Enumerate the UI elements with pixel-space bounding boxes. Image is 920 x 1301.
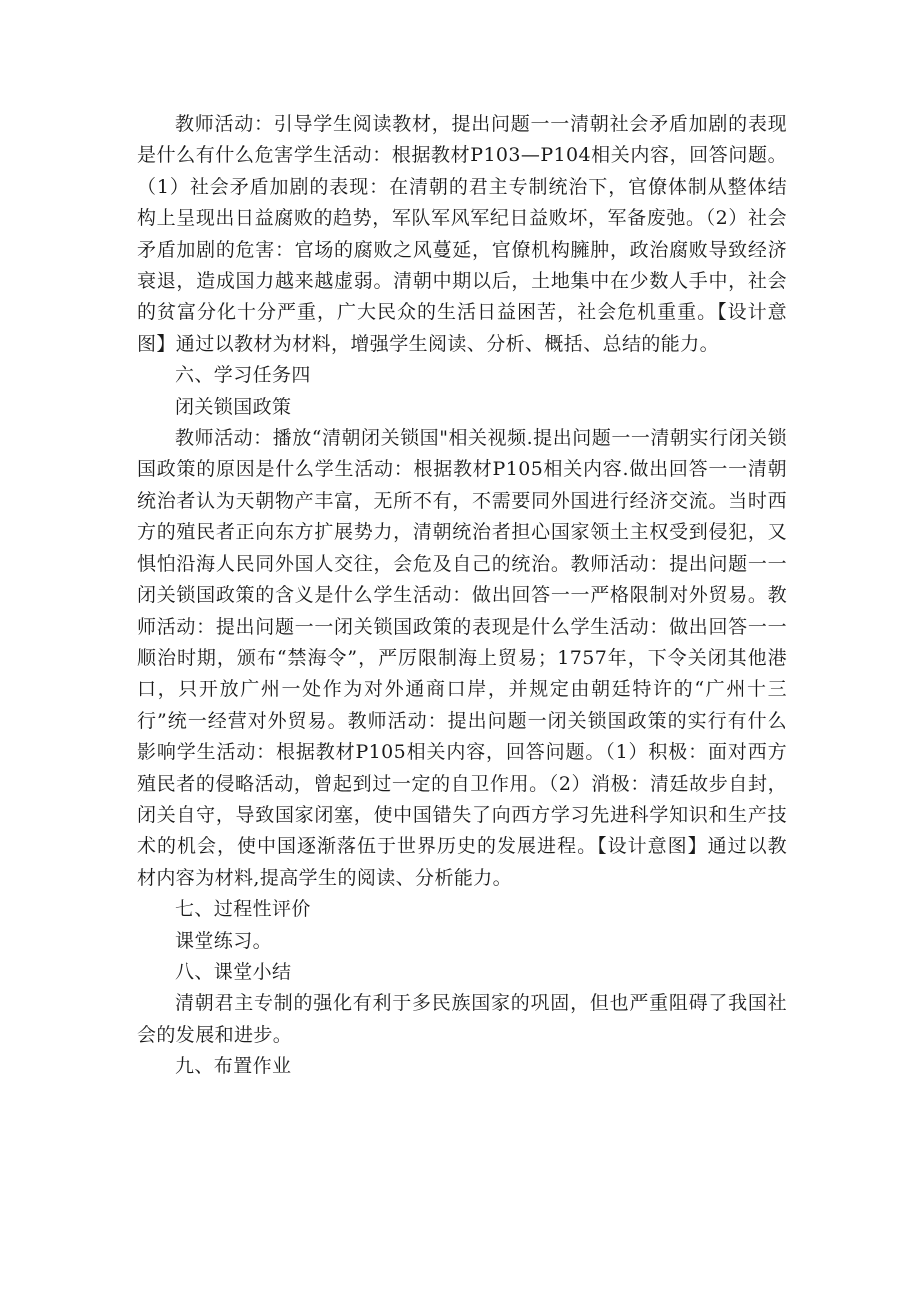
section-heading-homework: 九、布置作业 [175,1055,292,1078]
subheading-closed-door-policy: 闭关锁国政策 [175,395,292,418]
paragraph-social-contradictions: 教师活动：引导学生阅读教材，提出问题一一清朝社会矛盾加剧的表现是什么有什么危害学生活动：根据教材P103—P104相关内容，回答问题。（1）社会矛盾加剧的表现：在清朝的君主专制统治下，官僚体制从整体结构上呈现出日益腐败的趋势，军队军风军纪日益败坏，军备废弛。（2）社会矛盾加剧的危害：官场的腐败之风蔓延，官僚机构臃肿，政治腐败导致经济衰退，造成国力越来越虚弱。清朝中期以后，土地集中在少数人手中，社会的贫富分化十分严重，广大民众的生活日益困苦，社会危机重重。【设计意图】通过以教材为材料，增强学生阅读、分析、概括、总结的能力。 [137,113,788,355]
section-heading-summary: 八、课堂小结 [175,960,292,983]
section-heading-evaluation: 七、过程性评价 [175,898,311,921]
paragraph-summary: 清朝君主专制的强化有利于多民族国家的巩固，但也严重阻碍了我国社会的发展和进步。 [137,992,787,1046]
document-body [137,109,787,1083]
section-heading-task-four: 六、学习任务四 [175,364,311,387]
paragraph-closed-door-policy: 教师活动：播放“清朝闭关锁国"相关视频.提出问题一一清朝实行闭关锁国政策的原因是什么学生活动：根据教材P105相关内容.做出回答一一清朝统治者认为天朝物产丰富，无所不有，不需要同外国进行经济交流。当时西方的殖民者正向东方扩展势力，清朝统治者担心国家领土主权受到侵犯，又惧怕沿海人民同外国人交往，会危及自己的统治。教师活动：提出问题一一闭关锁国政策的含义是什么学生活动：做出回答一一严格限制对外贸易。教师活动：提出问题一一闭关锁国政策的表现是什么学生活动：做出回答一一顺治时期，颁布“禁海令”，严厉限制海上贸易；1757年，下令关闭其他港口，只开放广州一处作为对外通商口岸，并规定由朝廷特许的“广州十三行”统一经营对外贸易。教师活动：提出问题一闭关锁国政策的实行有什么影响学生活动：根据教材P105相关内容，回答问题。（1）积极：面对西方殖民者的侵略活动，曾起到过一定的自卫作用。（2）消极：清廷故步自封，闭关自守，导致国家闭塞，使中国错失了向西方学习先进科学知识和生产技术的机会，使中国逐渐落伍于世界历史的发展进程。【设计意图】通过以教材内容为材料,提高学生的阅读、分析能力。 [137,427,787,889]
paragraph-class-exercise: 课堂练习。 [175,929,273,952]
